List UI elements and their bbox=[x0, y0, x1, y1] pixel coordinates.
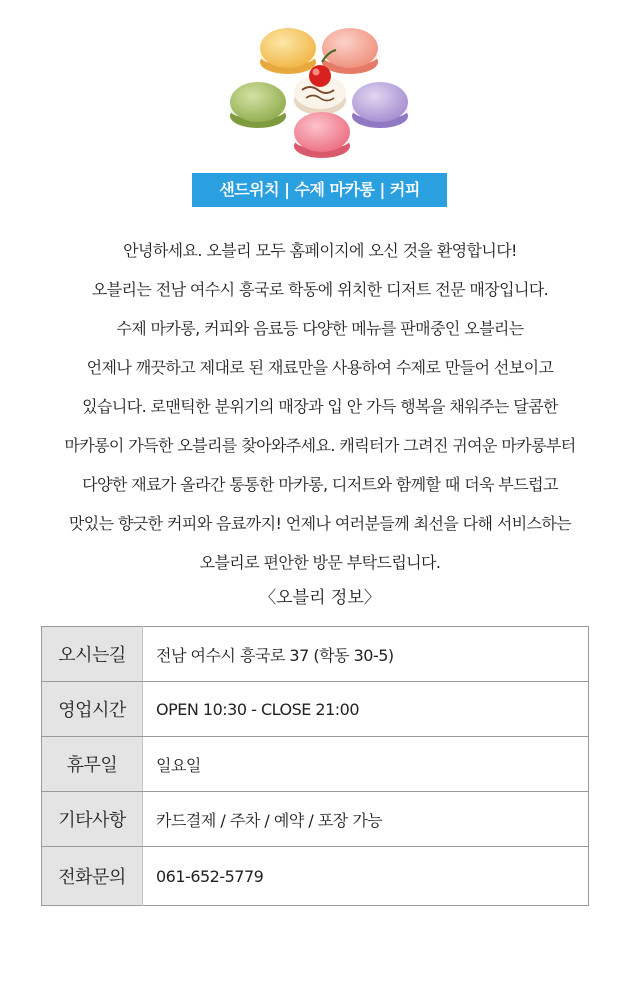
tagline-banner: 샌드위치 | 수제 마카롱 | 커피 bbox=[192, 173, 447, 207]
pink-macaron-icon bbox=[322, 28, 378, 74]
info-value-hours: OPEN 10:30 - CLOSE 21:00 bbox=[143, 682, 589, 737]
info-value-closed-days: 일요일 bbox=[143, 737, 589, 792]
table-row bbox=[42, 737, 589, 792]
intro-line: 안녕하세요. 오블리 모두 홈페이지에 오신 것을 환영합니다! bbox=[123, 241, 517, 260]
info-value-address: 전남 여수시 흥국로 37 (학동 30-5) bbox=[143, 627, 589, 682]
intro-line: 수제 마카롱, 커피와 음료등 다양한 메뉴를 판매중인 오블리는 bbox=[116, 319, 524, 338]
info-label-hours: 영업시간 bbox=[42, 682, 143, 737]
yellow-macaron-icon bbox=[260, 28, 316, 74]
green-macaron-icon bbox=[230, 82, 286, 128]
table-row bbox=[42, 847, 589, 906]
macaron-flower-logo bbox=[222, 20, 418, 170]
info-label-closed-days: 휴무일 bbox=[42, 737, 143, 792]
table-row bbox=[42, 792, 589, 847]
info-label-directions: 오시는길 bbox=[42, 627, 143, 682]
intro-paragraph bbox=[10, 231, 630, 582]
intro-line: 맛있는 향긋한 커피와 음료까지! 언제나 여러분들께 최선을 다해 서비스하는 bbox=[68, 514, 572, 533]
intro-line: 오블리로 편안한 방문 부탁드립니다. bbox=[199, 553, 441, 572]
info-label-misc: 기타사항 bbox=[42, 792, 143, 847]
table-row bbox=[42, 682, 589, 737]
intro-line: 마카롱이 가득한 오블리를 찾아와주세요. 캐릭터가 그려진 귀여운 마카롱부터 bbox=[64, 436, 576, 455]
intro-line: 언제나 깨끗하고 제대로 된 재료만을 사용하여 수제로 만들어 선보이고 bbox=[86, 358, 554, 377]
info-value-phone: 061-652-5779 bbox=[156, 866, 264, 886]
info-section-title: 〈오블리 정보〉 bbox=[259, 588, 381, 608]
table-row bbox=[42, 627, 589, 682]
purple-macaron-icon bbox=[352, 82, 408, 128]
info-table bbox=[41, 626, 589, 906]
intro-line: 있습니다. 로맨틱한 분위기의 매장과 입 안 가득 행복을 채워주는 달콤한 bbox=[82, 397, 558, 416]
info-label-phone: 전화문의 bbox=[42, 847, 143, 906]
info-value-misc: 카드결제 / 주차 / 예약 / 포장 가능 bbox=[143, 792, 589, 847]
intro-line: 오블리는 전남 여수시 흥국로 학동에 위치한 디저트 전문 매장입니다. bbox=[91, 280, 549, 299]
intro-line: 다양한 재료가 올라간 통통한 마카롱, 디저트와 함께할 때 더욱 부드럽고 bbox=[82, 475, 558, 494]
rose-macaron-icon bbox=[294, 112, 350, 158]
